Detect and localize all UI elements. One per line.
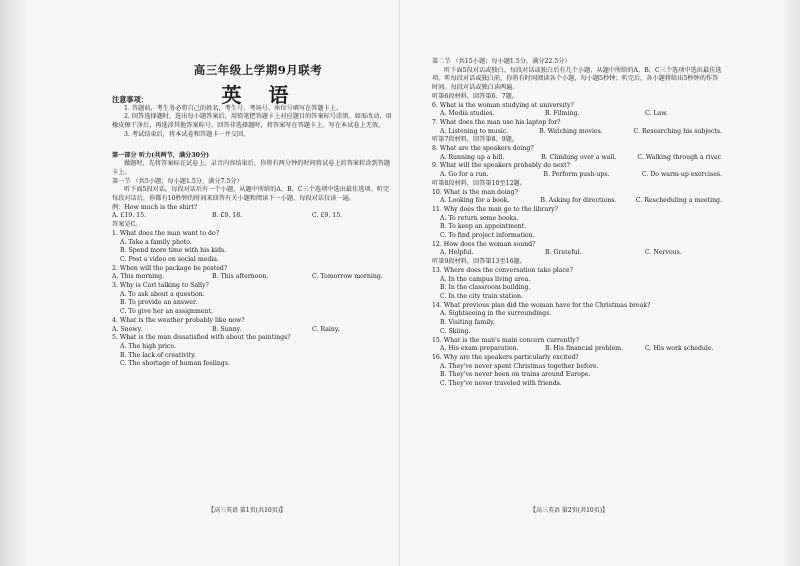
question: 1. What does the man want to do? bbox=[112, 229, 220, 237]
question: 13. Where does the conversation take place? bbox=[432, 266, 573, 274]
question: 11. Why does the man go to the library? bbox=[432, 205, 558, 213]
page-footer: 【高三英语 第2页(共10页)】 bbox=[530, 507, 609, 514]
part1-title: 第一部分 听力(共两节，满分30分) bbox=[112, 151, 210, 159]
option: A. £19. 15. bbox=[112, 212, 146, 220]
section1-instructions: 听下面5段对话。每段对话后有一个小题，从题中所给的A、B、C三个选项中选出最佳选项。听完每段对话后，你都有10秒钟的时间来回答有关小题和阅读下一小题。每段对话仅读一遍。 bbox=[112, 186, 390, 203]
question: 7. What does the man use his laptop for? bbox=[432, 118, 561, 126]
option: A. Running up a hill. bbox=[440, 153, 505, 161]
section1-title: 第一节 （共5小题；每小题1.5分，满分7.5分） bbox=[112, 177, 243, 185]
notice-item: 3. 考试结束后，将本试卷和答题卡一并交回。 bbox=[124, 130, 250, 138]
option: A. The high price. bbox=[120, 342, 177, 350]
option: C. To give her an assignment. bbox=[120, 308, 213, 316]
option: B. Perform push-ups. bbox=[543, 171, 610, 179]
option: C. Rainy. bbox=[312, 325, 340, 333]
option: A. Go for a run. bbox=[440, 171, 489, 179]
option: B. £9. 18. bbox=[212, 212, 243, 220]
question: 9. What will the speakers probably do next? bbox=[432, 162, 570, 170]
exam-page-right bbox=[400, 0, 800, 566]
option: C. £9. 15. bbox=[312, 212, 343, 220]
question: 2. When will the package be posted? bbox=[112, 264, 228, 272]
example-question: 例：How much is the shirt? bbox=[112, 203, 198, 211]
option: B. Sunny. bbox=[212, 325, 242, 333]
option: B. Watching movies. bbox=[539, 127, 603, 135]
material-heading: 听第9段材料，回答第13至16题。 bbox=[432, 258, 526, 266]
right-column bbox=[432, 58, 722, 389]
section2-title: 第二节 （共15小题；每小题1.5分，满分22.5分） bbox=[432, 58, 571, 65]
option: B. His financial problem. bbox=[545, 345, 623, 353]
option: C. Rescheduling a meeting. bbox=[635, 197, 722, 205]
option: C. Skiing. bbox=[440, 327, 471, 335]
option: C. Tomorrow morning. bbox=[312, 273, 383, 281]
option: B. Grateful. bbox=[545, 249, 582, 257]
options-row bbox=[432, 197, 722, 206]
option: B. To provide an answer. bbox=[120, 299, 198, 307]
option: C. His work schedule. bbox=[645, 345, 714, 353]
option: B. To keep an appointment. bbox=[440, 223, 527, 231]
notice-item: 2. 回答选择题时，选出每小题答案后，用铅笔把答题卡上对应题目的答案标号涂黑。如需改动，用橡皮擦干净后，再选涂其他答案标号。回答非选择题时，将答案写在答题卡上。写在本试卷上无效。 bbox=[112, 113, 392, 130]
question: 16. Why are the speakers particularly excited? bbox=[432, 353, 579, 361]
exam-title: 高三年级上学期9月联考 bbox=[193, 63, 323, 77]
option: A. Media studies. bbox=[440, 110, 495, 118]
option: B. This afternoon. bbox=[212, 273, 269, 281]
option: C. Do warm-up exercises. bbox=[641, 171, 722, 179]
option: A. In the campus living area. bbox=[440, 275, 531, 283]
option: B. The lack of creativity. bbox=[120, 351, 196, 359]
option: C. In the city train station. bbox=[440, 292, 523, 300]
options-row bbox=[112, 273, 392, 282]
option: B. Filming. bbox=[545, 110, 580, 118]
options-row bbox=[432, 154, 722, 163]
example-options bbox=[112, 212, 392, 221]
option: A. Listening to music. bbox=[440, 127, 509, 135]
options-row bbox=[432, 171, 722, 180]
question: 4. What is the weather probably like now? bbox=[112, 316, 245, 324]
option: C. To find project information. bbox=[440, 232, 535, 240]
option: B. In the classroom building. bbox=[440, 284, 531, 292]
option: C. The shortage of human feelings. bbox=[120, 360, 230, 368]
question: 14. What previous plan did the woman have for the Christmas break? bbox=[432, 301, 651, 309]
question: 10. What is the man doing? bbox=[432, 188, 518, 196]
question: 15. What is the man's main concern currently? bbox=[432, 336, 579, 344]
options-row bbox=[112, 326, 392, 335]
option: C. Post a video on social media. bbox=[120, 255, 219, 263]
option: B. Climbing over a wall. bbox=[541, 153, 617, 161]
option: B. Asking for directions. bbox=[540, 197, 617, 205]
page-shadow bbox=[0, 0, 30, 566]
material-heading: 听第7段材料，回答第8、9题。 bbox=[432, 136, 519, 144]
left-column bbox=[112, 58, 392, 369]
option: B. Spend more time with his kids. bbox=[120, 247, 227, 255]
question: 8. What are the speakers doing? bbox=[432, 145, 534, 153]
question: 12. How does the woman sound? bbox=[432, 240, 536, 248]
option: C. Walking through a river. bbox=[637, 153, 722, 161]
part1-instructions: 做题时，先将答案标在试卷上。录音内容结束后，你将有两分钟的时间将试卷上的答案转涂到答题卡上。 bbox=[112, 160, 391, 176]
page-shadow bbox=[780, 0, 800, 566]
option: C. They've never traveled with friends. bbox=[440, 380, 562, 388]
option: A. To ask about a question. bbox=[120, 290, 205, 298]
question: 6. What is the woman studying at university? bbox=[432, 101, 574, 109]
option: C. Nervous. bbox=[645, 249, 682, 257]
option: A. Helpful. bbox=[440, 249, 474, 257]
notice-item: 1. 答题前，考生务必将自己的姓名、考生号、考场号、座位号填写在答题卡上。 bbox=[124, 104, 343, 112]
section2-instructions: 听下面5段对话或独白。每段对话或独白后有几个小题，从题中所给的A、B、C三个选项中选出最佳选项。听每段对话或独白前，你将有时间阅读各个小题，每小题5秒钟；听完后，各小题将给出5秒钟的作答时间。每段对话或独白读两遍。 bbox=[432, 66, 722, 92]
options-row bbox=[432, 345, 722, 354]
option: A. His exam preparation. bbox=[440, 345, 519, 353]
option: A. This morning. bbox=[112, 273, 165, 281]
option: A. Snowy. bbox=[112, 325, 143, 333]
option: A. To return some books. bbox=[440, 214, 519, 222]
option: A. Take a family photo. bbox=[120, 238, 192, 246]
material-heading: 听第8段材料，回答第10至12题。 bbox=[432, 179, 526, 187]
subject-title: 英 语 bbox=[221, 83, 299, 107]
option: A. Looking for a book. bbox=[440, 197, 510, 205]
question: 3. Why is Carl talking to Sally? bbox=[112, 282, 209, 290]
option: A. Sightseeing in the surroundings. bbox=[440, 310, 552, 318]
option: A. They've never spent Christmas together before. bbox=[440, 362, 599, 370]
option: C. Researching his subjects. bbox=[633, 127, 722, 135]
option: B. They've never been on trains around Europe. bbox=[440, 371, 591, 379]
option: B. Visiting family. bbox=[440, 319, 495, 327]
example-answer: 答案是C。 bbox=[112, 221, 142, 229]
page-footer: 【高三英语 第1页(共10页)】 bbox=[208, 507, 287, 514]
option: C. Law. bbox=[645, 110, 668, 118]
options-row bbox=[432, 110, 722, 119]
question: 5. What is the man dissatisfied with about the paintings? bbox=[112, 334, 291, 342]
material-heading: 听第6段材料，回答第6、7题。 bbox=[432, 92, 519, 100]
notice-title: 注意事项： bbox=[112, 95, 148, 104]
options-row bbox=[432, 249, 722, 258]
